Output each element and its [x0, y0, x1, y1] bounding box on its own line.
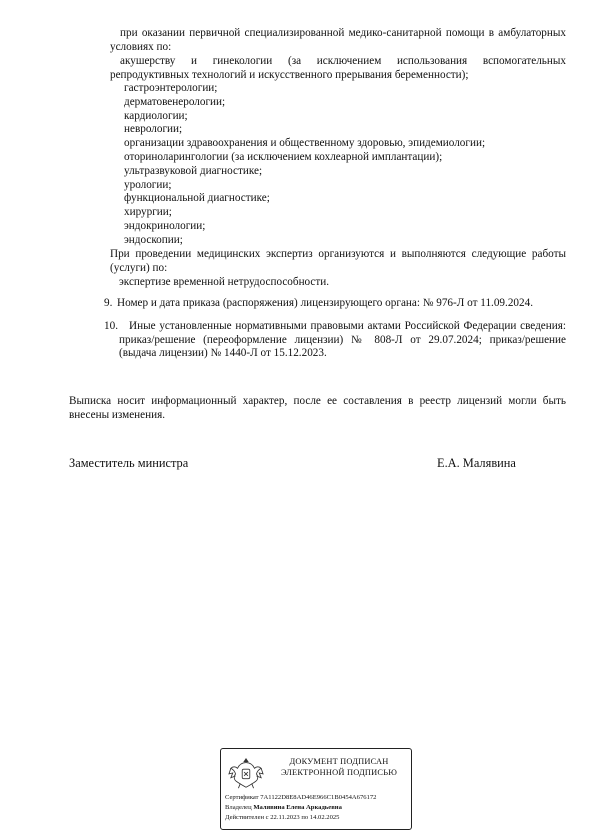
- expertise-item: экспертизе временной нетрудоспособности.: [119, 276, 330, 288]
- specialty-list-item: урологии;: [124, 178, 172, 191]
- stamp-owner-label: Владелец: [225, 804, 252, 811]
- informational-note: Выписка носит информационный характер, после ее составления в реестр лицензий могли быть внесены изменения.: [69, 395, 566, 421]
- specialty-list-item: организации здравоохранения и общественному здоровью, эпидемиологии;: [124, 137, 486, 150]
- signatory-name: Е.А. Малявина: [437, 456, 516, 470]
- item-9-text: Номер и дата приказа (распоряжения) лицензирующего органа: № 976-Л от 11.09.2024.: [117, 297, 533, 309]
- specialty-list-item: эндоскопии;: [124, 233, 183, 246]
- coat-of-arms-icon: [227, 755, 265, 791]
- specialty-list-item: хирургии;: [124, 206, 172, 219]
- paragraph-intro: при оказании первичной специализированной медико-санитарной помощи в амбулаторных условиях по:: [110, 27, 566, 53]
- specialty-list-item: оториноларингологии (за исключением кохлеарной имплантации);: [124, 151, 443, 163]
- specialty-list-item: дерматовенерологии;: [124, 95, 226, 108]
- stamp-title: [273, 757, 405, 778]
- stamp-owner-name: Малявина Елена Аркадьевна: [253, 804, 342, 811]
- stamp-title-line-1: ДОКУМЕНТ ПОДПИСАН: [289, 757, 389, 766]
- stamp-title-line-2: ЭЛЕКТРОННОЙ ПОДПИСЬЮ: [280, 767, 398, 777]
- specialty-list-item: функциональной диагностике;: [124, 192, 270, 205]
- item-9-number: 9.: [104, 297, 113, 309]
- specialty-list-item: неврологии;: [124, 123, 183, 136]
- specialty-list-item: гастроэнтерологии;: [124, 82, 218, 94]
- paragraph-obstetrics: акушерству и гинекологии (за исключением использования вспомогательных репродуктивных технологий и искусственного прерывания беременности);: [110, 55, 566, 81]
- item-10-number: 10.: [104, 320, 118, 332]
- paragraph-expertise: При проведении медицинских экспертиз организуются и выполняются следующие работы (услуги) по:: [110, 248, 566, 274]
- signatory-position: Заместитель министра: [69, 456, 189, 470]
- specialty-list-item: эндокринологии;: [124, 220, 206, 232]
- stamp-validity: Действителен с 22.11.2023 по 14.02.2025: [225, 814, 340, 821]
- item-10-text: Иные установленные нормативными правовыми актами Российской Федерации сведения: приказ/решение (переоформление лицензии) № 808-Л от 29.07.2024; приказ/решение (выдача лицензии) № 1440-Л от 15.12.2023.: [119, 320, 566, 360]
- stamp-certificate: Сертификат 7A1122D8E8AD46E966C1B0454A676172: [225, 794, 377, 801]
- stamp-owner: [225, 804, 342, 812]
- electronic-signature-stamp: [220, 748, 412, 830]
- specialty-list-item: ультразвуковой диагностике;: [124, 164, 263, 177]
- specialty-list-item: кардиологии;: [124, 109, 188, 122]
